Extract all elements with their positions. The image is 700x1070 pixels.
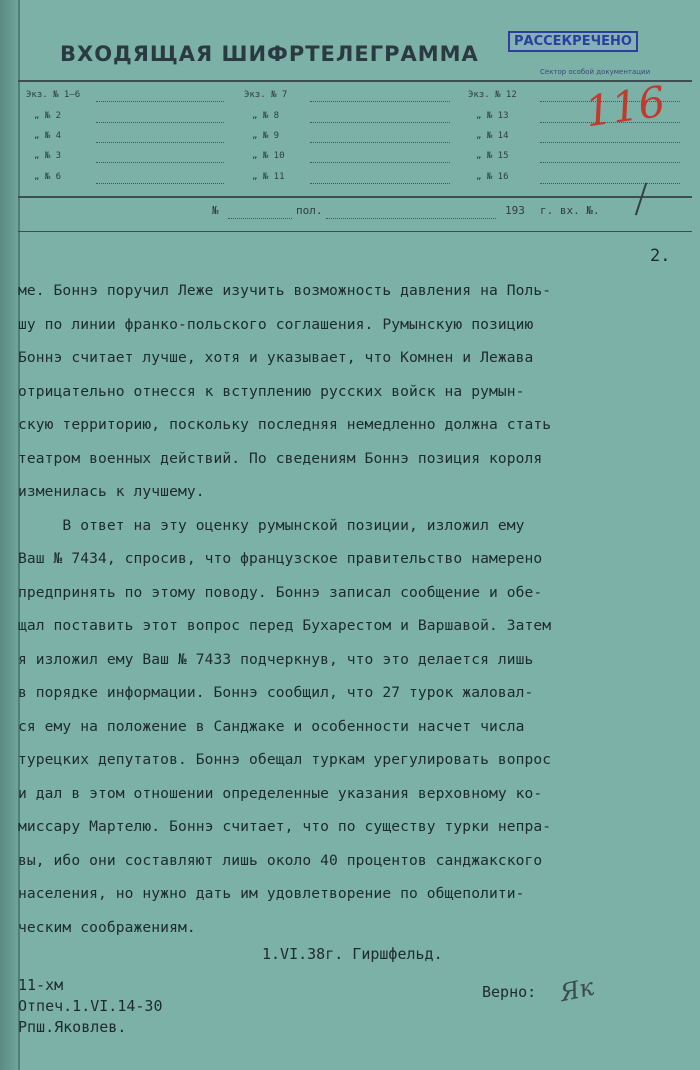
text-line: турецких депутатов. Боннэ обещал туркам урегулировать вопрос — [18, 751, 552, 768]
fill-line — [96, 183, 224, 184]
text-line: предпринять по этому поводу. Боннэ записал сообщение и обе- — [18, 583, 543, 601]
text-line: изменилась к лучшему. — [18, 483, 205, 500]
text-line: скую территорию, поскольку последняя немедленно должна стать — [18, 416, 552, 433]
footer-line: 11-хм — [18, 976, 64, 994]
stamp-department: Сектор особой документации — [540, 68, 651, 76]
fill-line — [310, 142, 450, 143]
text-line: шу по линии франко-польского соглашения. Румынскую позицию — [18, 315, 534, 333]
copy-entry: „ № 11 — [252, 172, 285, 182]
copy-entry: „ № 13 — [476, 111, 509, 121]
fill-line — [540, 183, 680, 184]
declassified-stamp: РАССЕКРЕЧЕНО — [508, 31, 638, 52]
fill-line — [96, 162, 224, 163]
text-line: щал поставить этот вопрос перед Бухарестом и Варшавой. Затем — [18, 617, 552, 634]
handwritten-number: 116 — [581, 76, 669, 137]
fill-line — [310, 122, 450, 123]
fill-line — [228, 218, 292, 219]
copy-entry: „ № 3 — [34, 151, 62, 161]
footer-notes — [18, 975, 163, 1038]
text-line: и дал в этом отношении определенные указания верховному ко- — [18, 784, 543, 802]
fill-line — [96, 142, 224, 143]
text-line: ся ему на положение в Санджаке и особенности насчет числа — [18, 717, 525, 735]
fill-line — [310, 101, 450, 102]
copy-entry: „ № 15 — [476, 151, 509, 161]
ref-dated-label: пол. — [296, 204, 323, 217]
text-line: отрицательно отнесся к вступлению русских войск на румын- — [18, 382, 525, 400]
text-line: я изложил ему Ваш № 7433 подчеркнув, что это делается лишь — [18, 650, 534, 668]
fill-line — [326, 218, 496, 219]
telegram-body — [18, 274, 694, 944]
footer-line: Рпш.Яковлев. — [18, 1018, 127, 1036]
fill-line — [310, 183, 450, 184]
fill-line — [310, 162, 450, 163]
copy-entry: „ № 2 — [34, 111, 62, 121]
copy-entry: „ № 9 — [252, 131, 280, 141]
fill-line — [96, 101, 224, 102]
footer-line: Отпеч.1.VI.14-30 — [18, 997, 163, 1015]
copy-entry: „ № 6 — [34, 172, 62, 182]
fill-line — [540, 142, 680, 143]
text-line: вы, ибо они составляют лишь около 40 процентов санджакского — [18, 851, 543, 869]
copy-entry: „ № 16 — [476, 172, 509, 182]
text-line: ме. Боннэ поручил Леже изучить возможность давления на Поль- — [18, 282, 552, 299]
ref-number-label: № — [212, 204, 219, 217]
copy-entry: Экз. № 7 — [244, 90, 288, 100]
copy-entry: „ № 8 — [252, 111, 280, 121]
verifier-signature: Як — [557, 972, 597, 1008]
text-line: Боннэ считает лучше, хотя и указывает, что Комнен и Лежава — [18, 349, 534, 366]
header-rule-top — [18, 80, 692, 82]
text-line: театром военных действий. По сведениям Боннэ позиция короля — [18, 449, 543, 467]
text-line: населения, но нужно дать им удовлетворение по общеполити- — [18, 885, 525, 902]
copy-entry: „ № 14 — [476, 131, 509, 141]
text-line: Ваш № 7434, спросив, что французское правительство намерено — [18, 550, 543, 567]
signature-date-line: 1.VI.38г. Гиршфельд. — [262, 945, 443, 963]
binding-strip — [0, 0, 18, 1070]
ref-year: 193 — [505, 204, 525, 217]
fill-line — [540, 162, 680, 163]
text-line: миссару Мартелю. Боннэ считает, что по существу турки непра- — [18, 818, 552, 835]
fill-line — [96, 122, 224, 123]
copy-entry: Экз. № 12 — [468, 90, 517, 100]
text-line: в порядке информации. Боннэ сообщил, что 27 турок жаловал- — [18, 684, 534, 701]
text-line: В ответ на эту оценку румынской позиции, изложил ему — [18, 516, 525, 534]
copy-entry: Экз. № 1—6 — [26, 90, 81, 100]
page-number: 2. — [650, 246, 671, 266]
form-title: ВХОДЯЩАЯ ШИФРТЕЛЕГРАММА — [60, 42, 479, 66]
verified-label: Верно: — [482, 983, 537, 1001]
header-rule-ref — [18, 231, 692, 232]
copy-entry: „ № 10 — [252, 151, 285, 161]
header-rule-bottom — [18, 196, 692, 198]
copy-entry: „ № 4 — [34, 131, 62, 141]
text-line: ческим соображениям. — [18, 918, 196, 936]
ref-tail: г. вх. №. — [540, 204, 600, 217]
